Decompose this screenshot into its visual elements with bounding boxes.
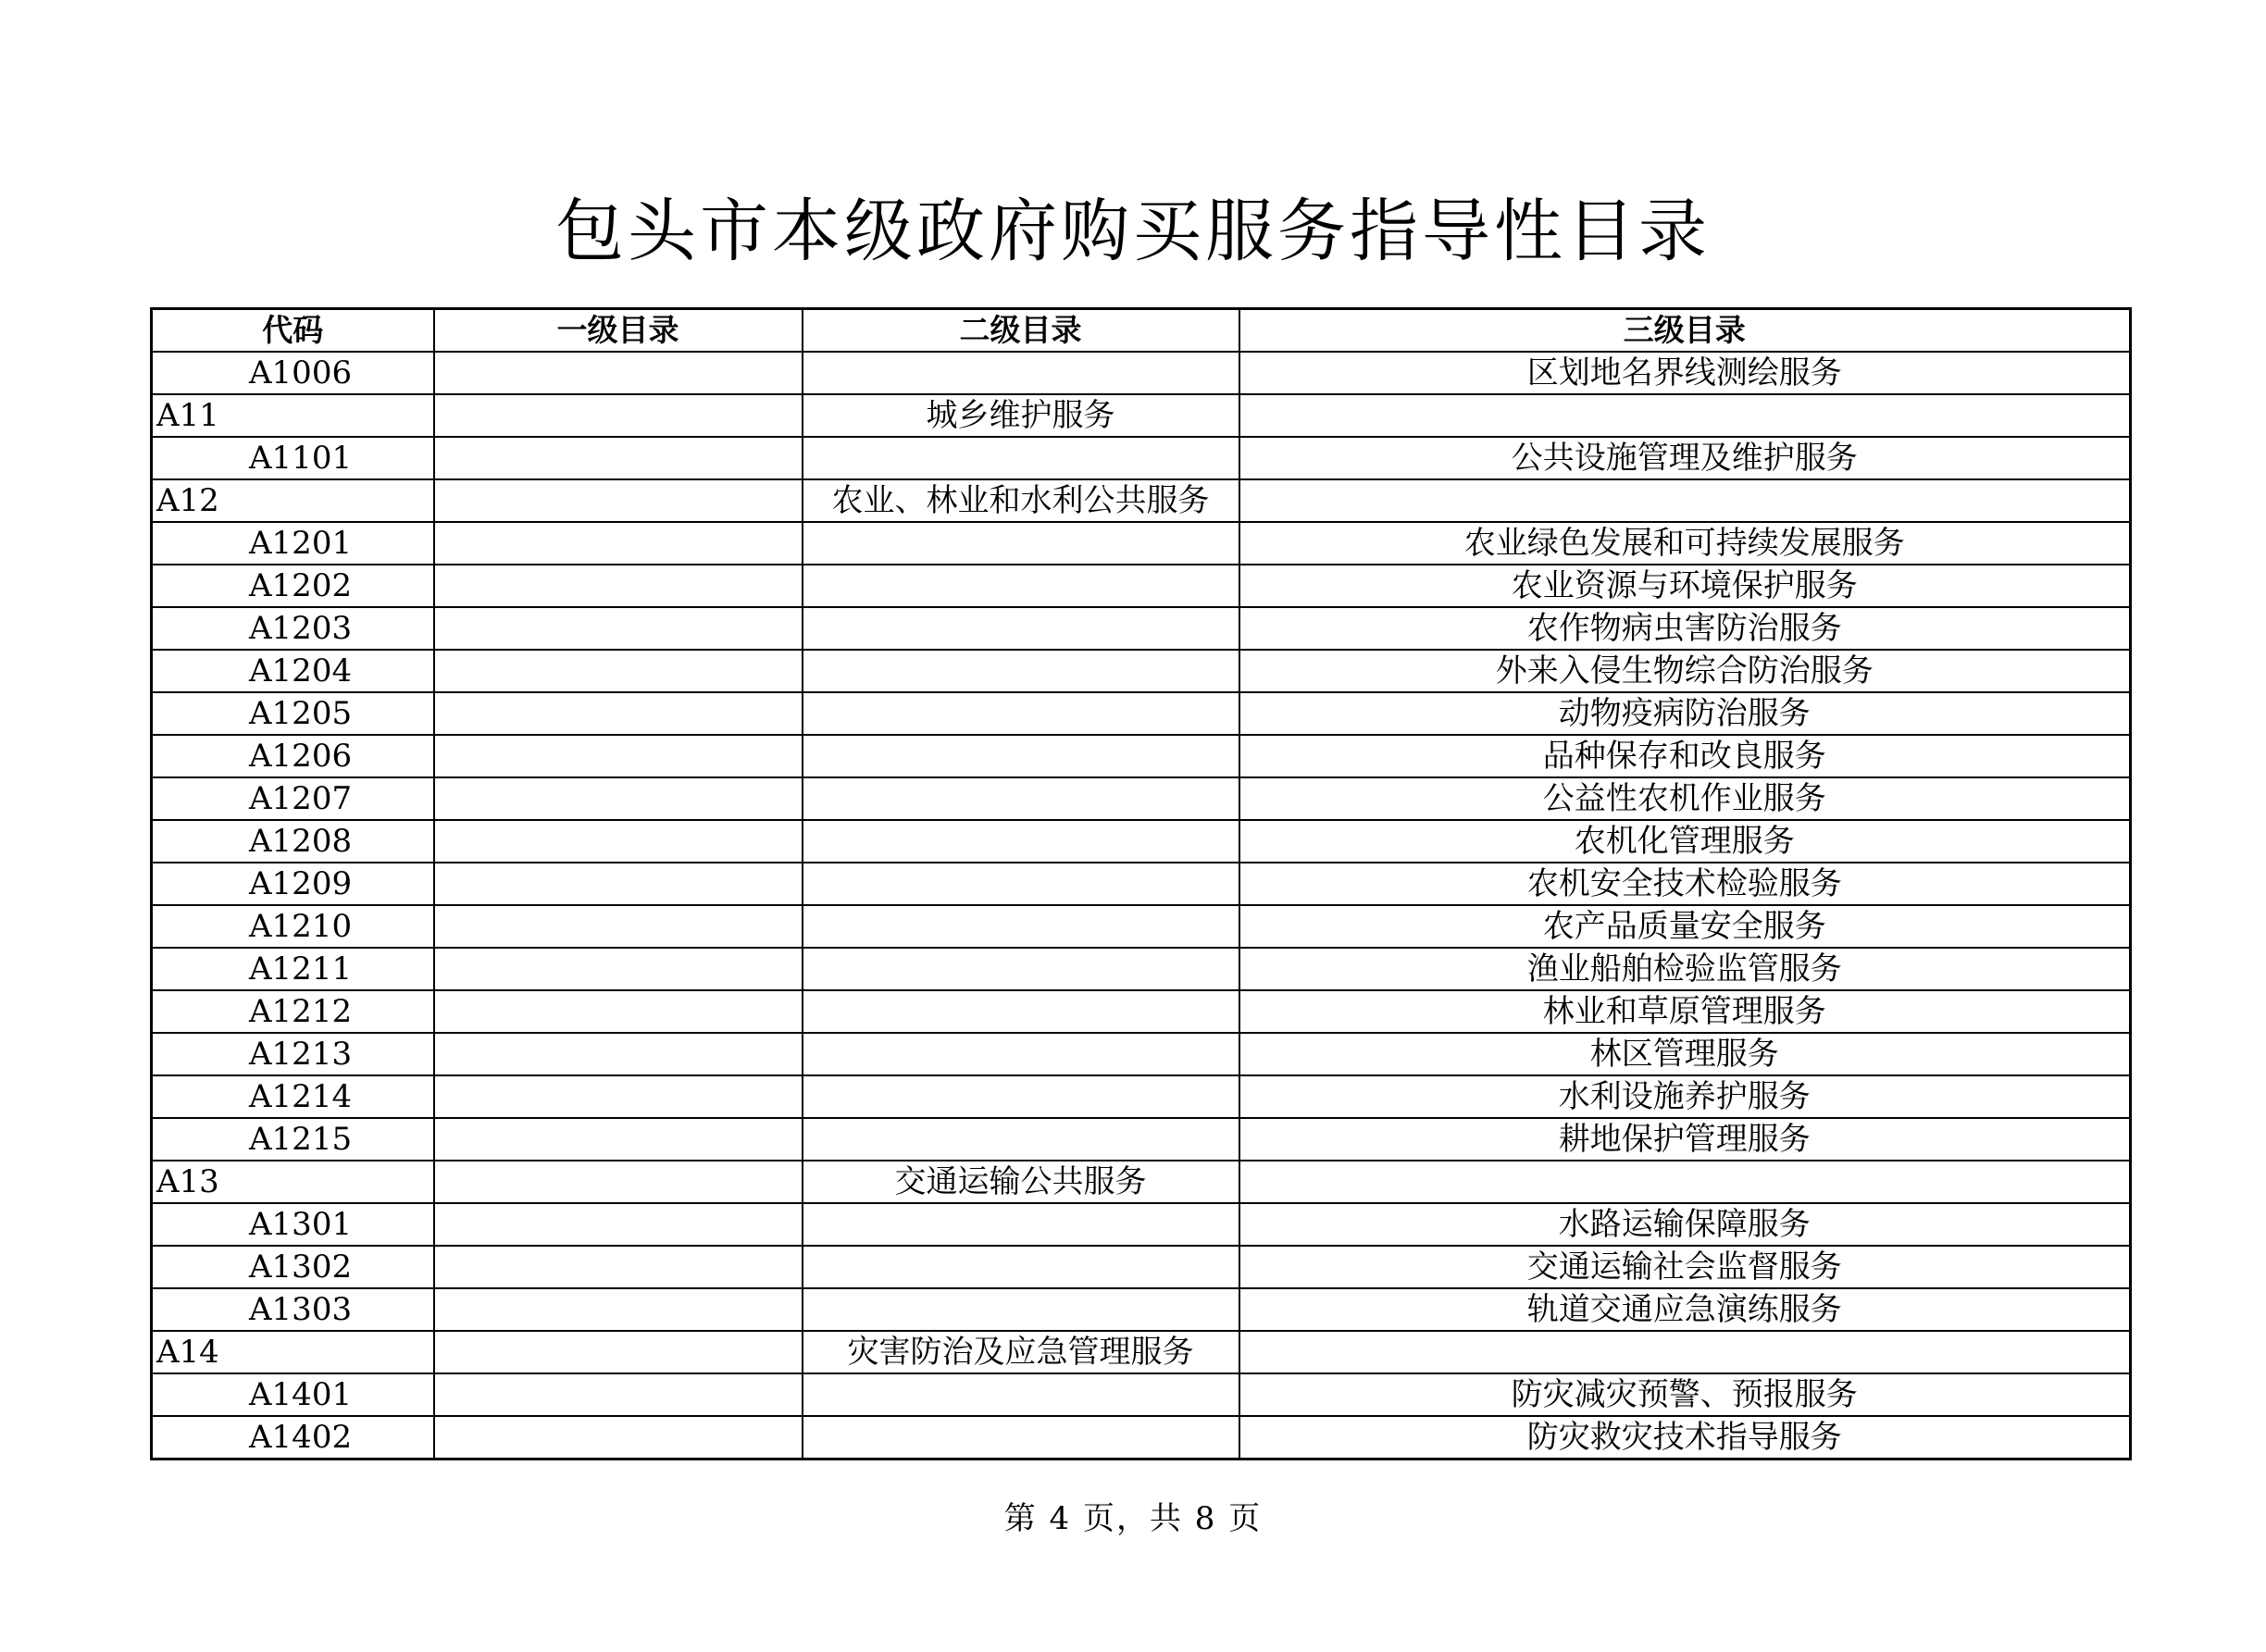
code-cell: A13 — [152, 1161, 434, 1203]
level1-cell — [434, 1288, 803, 1331]
level2-cell — [803, 820, 1239, 863]
code-cell: A1215 — [152, 1118, 434, 1161]
level3-cell — [1239, 394, 2131, 437]
level1-cell — [434, 1118, 803, 1161]
code-cell: A12 — [152, 479, 434, 522]
table-row — [152, 650, 2131, 692]
code-cell: A1006 — [152, 352, 434, 394]
level3-cell: 外来入侵生物综合防治服务 — [1239, 650, 2131, 692]
level3-cell: 农作物病虫害防治服务 — [1239, 607, 2131, 650]
level1-cell — [434, 990, 803, 1033]
level2-cell: 城乡维护服务 — [803, 394, 1239, 437]
level3-cell: 农产品质量安全服务 — [1239, 905, 2131, 948]
level3-cell: 水路运输保障服务 — [1239, 1203, 2131, 1246]
code-cell: A1209 — [152, 863, 434, 905]
table-row — [152, 1416, 2131, 1459]
code-cell: A1401 — [152, 1373, 434, 1416]
code-cell: A1206 — [152, 735, 434, 777]
table-row — [152, 1246, 2131, 1288]
level1-cell — [434, 352, 803, 394]
level3-cell: 农机安全技术检验服务 — [1239, 863, 2131, 905]
table-row — [152, 863, 2131, 905]
level2-cell — [803, 437, 1239, 479]
level2-cell — [803, 522, 1239, 565]
level2-cell — [803, 352, 1239, 394]
code-cell: A14 — [152, 1331, 434, 1373]
level1-cell — [434, 1075, 803, 1118]
level3-cell: 农机化管理服务 — [1239, 820, 2131, 863]
code-cell: A1202 — [152, 565, 434, 607]
table-row — [152, 522, 2131, 565]
table-row — [152, 607, 2131, 650]
level2-cell — [803, 565, 1239, 607]
code-cell: A1212 — [152, 990, 434, 1033]
code-cell: A1208 — [152, 820, 434, 863]
level3-cell: 动物疫病防治服务 — [1239, 692, 2131, 735]
level1-cell — [434, 1331, 803, 1373]
table-row — [152, 1288, 2131, 1331]
table-row — [152, 777, 2131, 820]
level1-cell — [434, 863, 803, 905]
level2-cell: 灾害防治及应急管理服务 — [803, 1331, 1239, 1373]
table-row — [152, 692, 2131, 735]
table-row — [152, 394, 2131, 437]
level1-cell — [434, 607, 803, 650]
level2-cell — [803, 607, 1239, 650]
level3-cell: 交通运输社会监督服务 — [1239, 1246, 2131, 1288]
level1-cell — [434, 692, 803, 735]
level2-cell — [803, 777, 1239, 820]
level1-cell — [434, 735, 803, 777]
table-row — [152, 905, 2131, 948]
table-row — [152, 1331, 2131, 1373]
level3-cell: 林区管理服务 — [1239, 1033, 2131, 1075]
code-cell: A1302 — [152, 1246, 434, 1288]
level1-cell — [434, 565, 803, 607]
document-title: 包头市本级政府购买服务指导性目录 — [555, 192, 1711, 271]
level3-cell: 渔业船舶检验监管服务 — [1239, 948, 2131, 990]
code-cell: A1207 — [152, 777, 434, 820]
level2-cell — [803, 1246, 1239, 1288]
table-header-row — [152, 309, 2131, 353]
level2-cell — [803, 1288, 1239, 1331]
code-cell: A1101 — [152, 437, 434, 479]
table-row — [152, 437, 2131, 479]
level3-cell — [1239, 1331, 2131, 1373]
code-cell: A1301 — [152, 1203, 434, 1246]
level3-cell: 品种保存和改良服务 — [1239, 735, 2131, 777]
level3-cell: 轨道交通应急演练服务 — [1239, 1288, 2131, 1331]
level2-cell — [803, 1118, 1239, 1161]
level3-cell: 区划地名界线测绘服务 — [1239, 352, 2131, 394]
code-cell: A1203 — [152, 607, 434, 650]
level1-cell — [434, 394, 803, 437]
level1-cell — [434, 1161, 803, 1203]
code-cell: A1205 — [152, 692, 434, 735]
level2-cell: 农业、林业和水利公共服务 — [803, 479, 1239, 522]
code-cell: A1211 — [152, 948, 434, 990]
level1-cell — [434, 1416, 803, 1459]
level3-cell: 公共设施管理及维护服务 — [1239, 437, 2131, 479]
table-row — [152, 1373, 2131, 1416]
level3-cell — [1239, 1161, 2131, 1203]
header-level3: 三级目录 — [1239, 309, 2131, 353]
level2-cell — [803, 735, 1239, 777]
code-cell: A1214 — [152, 1075, 434, 1118]
level2-cell — [803, 905, 1239, 948]
header-code: 代码 — [152, 309, 434, 353]
level3-cell: 防灾减灾预警、预报服务 — [1239, 1373, 2131, 1416]
table-row — [152, 1118, 2131, 1161]
level2-cell: 交通运输公共服务 — [803, 1161, 1239, 1203]
level1-cell — [434, 820, 803, 863]
code-cell: A1204 — [152, 650, 434, 692]
level2-cell — [803, 990, 1239, 1033]
header-level2: 二级目录 — [803, 309, 1239, 353]
table-row — [152, 735, 2131, 777]
code-cell: A11 — [152, 394, 434, 437]
level1-cell — [434, 522, 803, 565]
table-row — [152, 352, 2131, 394]
catalog-table — [150, 307, 2132, 1460]
level2-cell — [803, 692, 1239, 735]
header-level1: 一级目录 — [434, 309, 803, 353]
level1-cell — [434, 1246, 803, 1288]
code-cell: A1210 — [152, 905, 434, 948]
level3-cell: 水利设施养护服务 — [1239, 1075, 2131, 1118]
code-cell: A1402 — [152, 1416, 434, 1459]
level2-cell — [803, 1416, 1239, 1459]
level3-cell: 防灾救灾技术指导服务 — [1239, 1416, 2131, 1459]
level1-cell — [434, 1203, 803, 1246]
level1-cell — [434, 905, 803, 948]
table-row — [152, 948, 2131, 990]
table-row — [152, 479, 2131, 522]
code-cell: A1303 — [152, 1288, 434, 1331]
table-row — [152, 1033, 2131, 1075]
table-body — [152, 352, 2131, 1459]
level2-cell — [803, 650, 1239, 692]
level1-cell — [434, 1373, 803, 1416]
level3-cell: 农业绿色发展和可持续发展服务 — [1239, 522, 2131, 565]
level2-cell — [803, 1033, 1239, 1075]
level3-cell: 农业资源与环境保护服务 — [1239, 565, 2131, 607]
page-number-footer: 第 4 页，共 8 页 — [1003, 1500, 1263, 1537]
level1-cell — [434, 650, 803, 692]
level1-cell — [434, 1033, 803, 1075]
level2-cell — [803, 1373, 1239, 1416]
level1-cell — [434, 948, 803, 990]
level1-cell — [434, 437, 803, 479]
table-row — [152, 565, 2131, 607]
level1-cell — [434, 777, 803, 820]
level2-cell — [803, 863, 1239, 905]
level3-cell — [1239, 479, 2131, 522]
table-row — [152, 1161, 2131, 1203]
level3-cell: 耕地保护管理服务 — [1239, 1118, 2131, 1161]
level3-cell: 林业和草原管理服务 — [1239, 990, 2131, 1033]
code-cell: A1201 — [152, 522, 434, 565]
table-row — [152, 990, 2131, 1033]
code-cell: A1213 — [152, 1033, 434, 1075]
level3-cell: 公益性农机作业服务 — [1239, 777, 2131, 820]
table-row — [152, 1203, 2131, 1246]
level1-cell — [434, 479, 803, 522]
level2-cell — [803, 1075, 1239, 1118]
table-row — [152, 1075, 2131, 1118]
table-row — [152, 820, 2131, 863]
level2-cell — [803, 1203, 1239, 1246]
level2-cell — [803, 948, 1239, 990]
